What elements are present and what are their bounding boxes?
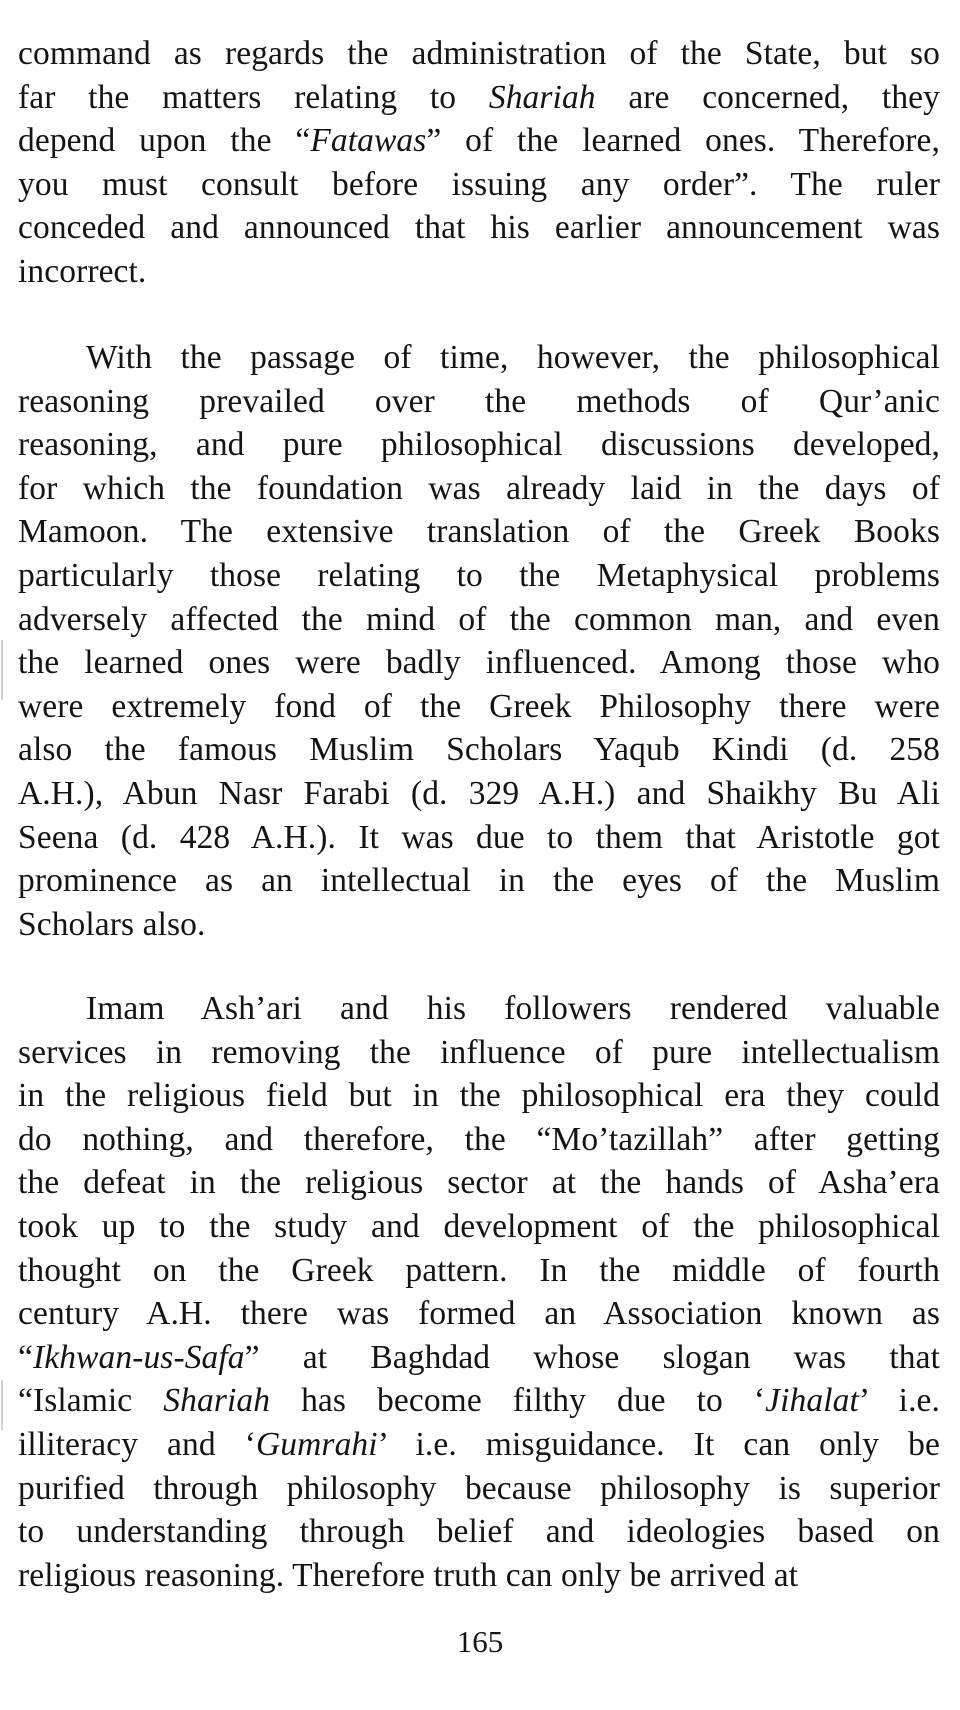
text-line [18,554,940,598]
page-number: 165 [456,1624,504,1659]
text-line [18,510,940,554]
paragraph-3 [18,987,940,1597]
text-line [18,206,940,250]
text-line [18,1510,940,1554]
text-run: the defeat in the religious sector at the hands of Asha’era [18,1164,940,1202]
text-line [18,119,940,163]
text-line [18,1379,940,1423]
text-line [18,641,940,685]
text-run: Mamoon. The extensive translation of the Greek Books [18,513,940,551]
text-run: incorrect. [18,252,147,290]
text-line [18,1292,940,1336]
text-line [18,1161,940,1205]
paragraph-1 [18,32,940,294]
text-run: far the matters relating to [18,78,489,116]
paragraph-2 [18,336,940,946]
text-line [18,1074,940,1118]
text-line [18,336,940,380]
text-line [18,772,940,816]
text-line [18,250,940,294]
text-run: ” at Baghdad whose slogan was that [244,1338,940,1376]
text-run: Imam Ash’ari and his followers rendered valuable [86,990,940,1027]
text-run: has become filthy due to ‘ [270,1382,766,1420]
italic-term: Fatawas [310,122,427,160]
text-line [18,987,940,1031]
text-run: With the passage of time, however, the philosophical [86,339,940,376]
scan-edge-mark [1,640,3,700]
text-line [18,1249,940,1293]
text-line [18,1336,940,1380]
text-run: Scholars also. [18,905,206,943]
text-line [18,728,940,772]
text-line [18,685,940,729]
italic-term: Ikhwan-us-Safa [32,1338,245,1376]
text-run: services in removing the influence of pure intellectualism [18,1033,940,1071]
text-line [18,423,940,467]
text-run: “Islamic [18,1382,164,1420]
text-run: purified through philosophy because philosophy is superior [18,1469,940,1507]
italic-term: Gumrahi [256,1425,378,1463]
text-line [18,76,940,120]
text-line [18,163,940,207]
text-line [18,1205,940,1249]
text-run: century A.H. there was formed an Association known as [18,1295,940,1333]
text-line [18,1554,940,1598]
text-run: command as regards the administration of the State, but so [18,35,940,72]
text-run: prominence as an intellectual in the eyes of the Muslim [18,862,940,900]
text-line [18,816,940,860]
text-run: ’ i.e. misguidance. It can only be [377,1425,940,1463]
italic-term: Shariah [163,1382,271,1420]
text-run: in the religious field but in the philosophical era they could [18,1077,940,1115]
text-run: reasoning, and pure philosophical discussions developed, [18,426,940,464]
text-run: you must consult before issuing any order”. The ruler [18,165,940,203]
text-run: were extremely fond of the Greek Philosophy there were [18,687,940,725]
text-run: depend upon the “ [18,122,311,160]
italic-term: Shariah [488,78,596,116]
text-run: thought on the Greek pattern. In the middle of fourth [18,1251,940,1289]
text-run: for which the foundation was already laid in the days of [18,469,940,507]
text-run: took up to the study and development of the philosophical [18,1207,940,1245]
text-line [18,32,940,76]
text-line [18,1423,940,1467]
text-run: religious reasoning. Therefore truth can only be arrived at [18,1556,799,1594]
text-run: are concerned, they [595,78,940,116]
text-run: A.H.), Abun Nasr Farabi (d. 329 A.H.) and Shaikhy Bu Ali [18,774,940,812]
text-run: do nothing, and therefore, the “Mo’tazillah” after getting [18,1120,940,1158]
text-line [18,380,940,424]
text-run: adversely affected the mind of the common man, and even [18,600,940,638]
italic-term: Jihalat [765,1382,859,1420]
text-line [18,1118,940,1162]
text-run: Seena (d. 428 A.H.). It was due to them that Aristotle got [18,818,940,856]
text-run: “ [18,1338,33,1376]
text-run: conceded and announced that his earlier announcement was [18,209,940,247]
text-run: illiteracy and ‘ [18,1425,256,1463]
text-run: reasoning prevailed over the methods of Qur’anic [18,382,940,420]
text-line [18,467,940,511]
text-line [18,1467,940,1511]
text-run: to understanding through belief and ideologies based on [18,1513,940,1551]
text-line [18,903,940,947]
text-run: also the famous Muslim Scholars Yaqub Kindi (d. 258 [18,731,940,769]
text-run: particularly those relating to the Metaphysical problems [18,556,940,594]
text-line [18,598,940,642]
text-run: the learned ones were badly influenced. Among those who [18,644,940,682]
text-line [18,859,940,903]
text-line [18,1031,940,1075]
scan-edge-mark [1,1380,3,1430]
text-run: ’ i.e. [858,1382,940,1420]
text-run: ” of the learned ones. Therefore, [426,122,940,160]
